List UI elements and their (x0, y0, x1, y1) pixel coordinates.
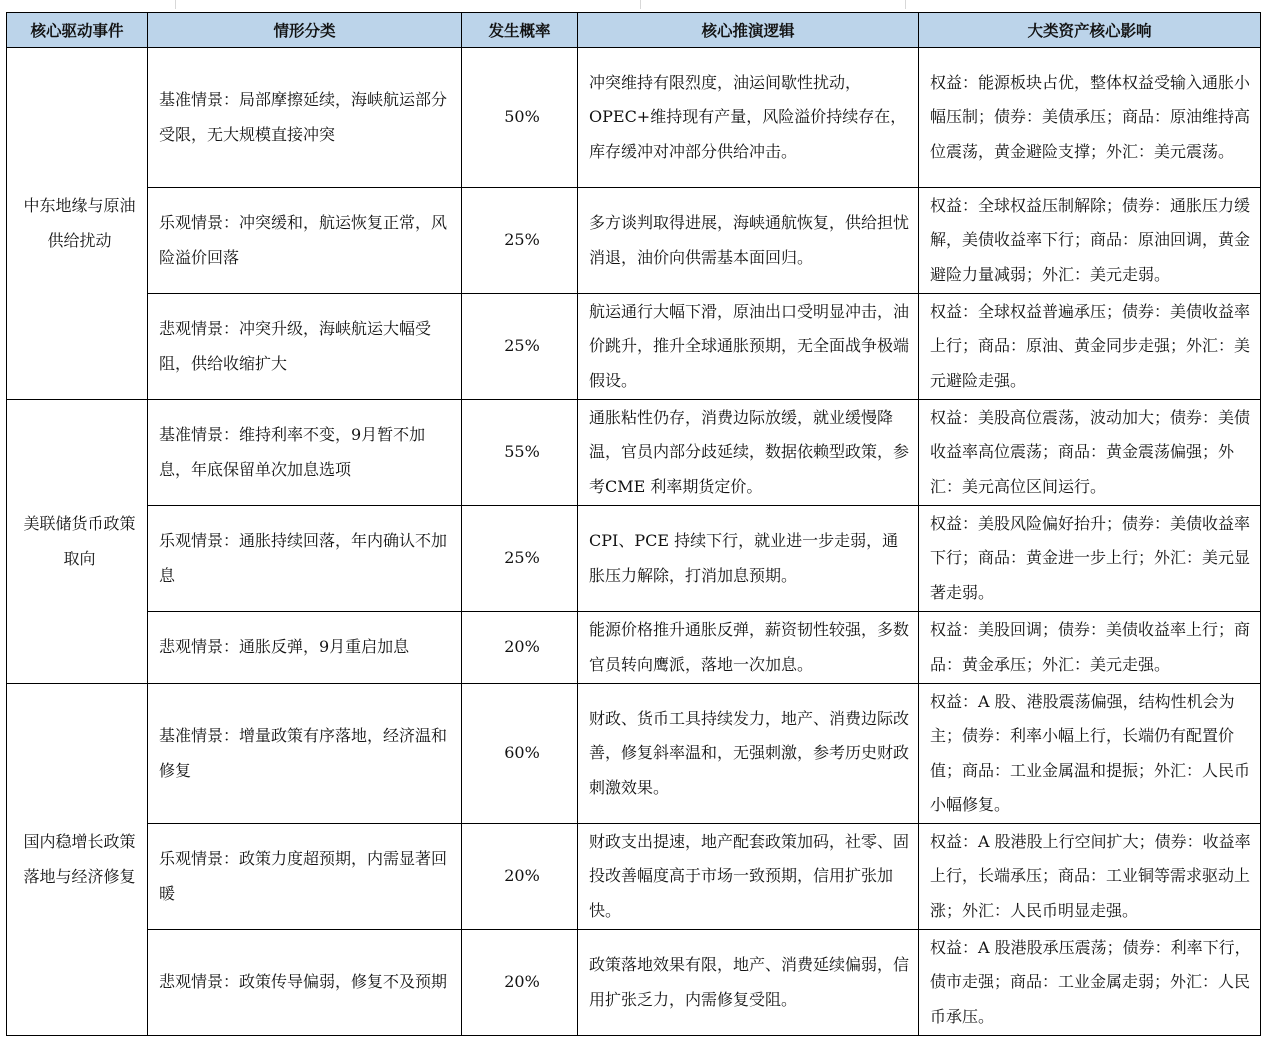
probability-cell: 60% (462, 684, 578, 824)
header-row (7, 13, 1261, 48)
scenario-table (6, 12, 1261, 1036)
table-row (7, 400, 1261, 506)
table-row (7, 684, 1261, 824)
scenario-cell: 乐观情景：冲突缓和，航运恢复正常，风险溢价回落 (148, 188, 462, 294)
probability-cell: 20% (462, 612, 578, 684)
table-row (7, 48, 1261, 188)
logic-cell: 通胀粘性仍存，消费边际放缓，就业缓慢降温，官员内部分歧延续，数据依赖型政策，参考CME 利率期货定价。 (578, 400, 919, 506)
scenario-cell: 基准情景：维持利率不变，9月暂不加息，年底保留单次加息选项 (148, 400, 462, 506)
scenario-cell: 悲观情景：冲突升级，海峡航运大幅受阻，供给收缩扩大 (148, 294, 462, 400)
impact-cell: 权益：全球权益压制解除；债券：通胀压力缓解，美债收益率下行；商品：原油回调，黄金避险力量减弱；外汇：美元走弱。 (919, 188, 1261, 294)
impact-cell: 权益：美股回调；债券：美债收益率上行；商品：黄金承压；外汇：美元走强。 (919, 612, 1261, 684)
impact-cell: 权益：A 股港股承压震荡；债券：利率下行，债市走强；商品：工业金属走弱；外汇：人民币承压。 (919, 930, 1261, 1036)
scenario-cell: 悲观情景：政策传导偏弱，修复不及预期 (148, 930, 462, 1036)
scenario-cell: 乐观情景：通胀持续回落，年内确认不加息 (148, 506, 462, 612)
probability-cell: 20% (462, 930, 578, 1036)
header-impact: 大类资产核心影响 (919, 13, 1261, 48)
header-event: 核心驱动事件 (7, 13, 148, 48)
table-row (7, 188, 1261, 294)
logic-cell: 政策落地效果有限，地产、消费延续偏弱，信用扩张乏力，内需修复受阻。 (578, 930, 919, 1036)
header-probability: 发生概率 (462, 13, 578, 48)
impact-cell: 权益：美股高位震荡，波动加大；债券：美债收益率高位震荡；商品：黄金震荡偏强；外汇：美元高位区间运行。 (919, 400, 1261, 506)
divider (175, 0, 176, 9)
logic-cell: 冲突维持有限烈度，油运间歇性扰动，OPEC+维持现有产量，风险溢价持续存在，库存缓冲对冲部分供给冲击。 (578, 48, 919, 188)
scenario-cell: 基准情景：增量政策有序落地，经济温和修复 (148, 684, 462, 824)
header-logic: 核心推演逻辑 (578, 13, 919, 48)
divider (905, 0, 906, 9)
table-row (7, 612, 1261, 684)
window-top-strip (0, 0, 1270, 10)
impact-cell: 权益：美股风险偏好抬升；债券：美债收益率下行；商品：黄金进一步上行；外汇：美元显著走弱。 (919, 506, 1261, 612)
scenario-cell: 悲观情景：通胀反弹，9月重启加息 (148, 612, 462, 684)
table-row (7, 294, 1261, 400)
event-cell: 国内稳增长政策落地与经济修复 (7, 684, 148, 1036)
probability-cell: 25% (462, 506, 578, 612)
divider (640, 0, 641, 9)
impact-cell: 权益：全球权益普遍承压；债券：美债收益率上行；商品：原油、黄金同步走强；外汇：美元避险走强。 (919, 294, 1261, 400)
impact-cell: 权益：A 股港股上行空间扩大；债券：收益率上行，长端承压；商品：工业铜等需求驱动上涨；外汇：人民币明显走强。 (919, 824, 1261, 930)
table-row (7, 930, 1261, 1036)
scenario-cell: 乐观情景：政策力度超预期，内需显著回暖 (148, 824, 462, 930)
table-row (7, 824, 1261, 930)
probability-cell: 25% (462, 294, 578, 400)
scenario-cell: 基准情景：局部摩擦延续，海峡航运部分受限，无大规模直接冲突 (148, 48, 462, 188)
probability-cell: 25% (462, 188, 578, 294)
table-row (7, 506, 1261, 612)
impact-cell: 权益：A 股、港股震荡偏强，结构性机会为主；债券：利率小幅上行，长端仍有配置价值；商品：工业金属温和提振；外汇：人民币小幅修复。 (919, 684, 1261, 824)
probability-cell: 20% (462, 824, 578, 930)
impact-cell: 权益：能源板块占优，整体权益受输入通胀小幅压制；债券：美债承压；商品：原油维持高位震荡，黄金避险支撑；外汇：美元震荡。 (919, 48, 1261, 188)
event-cell: 中东地缘与原油供给扰动 (7, 48, 148, 400)
probability-cell: 50% (462, 48, 578, 188)
logic-cell: 财政支出提速，地产配套政策加码，社零、固投改善幅度高于市场一致预期，信用扩张加快。 (578, 824, 919, 930)
logic-cell: 航运通行大幅下滑，原油出口受明显冲击，油价跳升，推升全球通胀预期，无全面战争极端假设。 (578, 294, 919, 400)
logic-cell: 多方谈判取得进展，海峡通航恢复，供给担忧消退，油价向供需基本面回归。 (578, 188, 919, 294)
logic-cell: 能源价格推升通胀反弹，薪资韧性较强，多数官员转向鹰派，落地一次加息。 (578, 612, 919, 684)
event-cell: 美联储货币政策取向 (7, 400, 148, 684)
logic-cell: CPI、PCE 持续下行，就业进一步走弱，通胀压力解除，打消加息预期。 (578, 506, 919, 612)
header-scenario: 情形分类 (148, 13, 462, 48)
logic-cell: 财政、货币工具持续发力，地产、消费边际改善，修复斜率温和，无强刺激，参考历史财政刺激效果。 (578, 684, 919, 824)
probability-cell: 55% (462, 400, 578, 506)
